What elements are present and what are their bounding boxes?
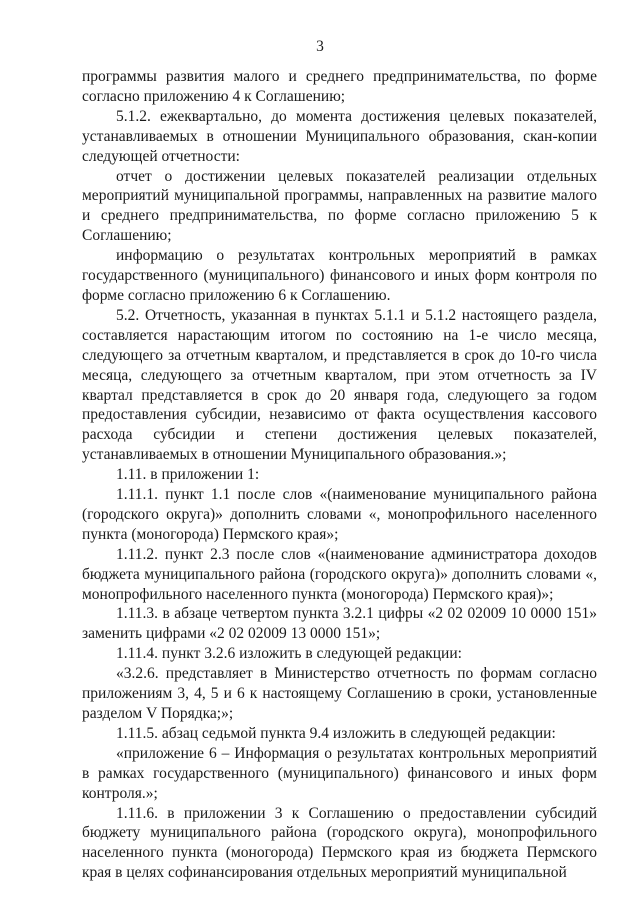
paragraph-1-11-1: 1.11.1. пункт 1.1 после слов «(наименование муниципального района (городского округа)» дополнить словами «, монопрофильного населенного пункта (моногорода) Пермского края»; — [82, 486, 597, 543]
paragraph-1-11: 1.11. в приложении 1: — [116, 466, 260, 484]
paragraph-3-2-6: «3.2.6. представляет в Министерство отчетность по формам согласно приложениям 3, 4, 5 и 6 к настоящему Соглашению в сроки, установленные разделом V Порядка;»; — [82, 665, 597, 722]
paragraph-appendix-6: «приложение 6 – Информация о результатах контрольных мероприятий в рамках государственного (муниципального) финансового и иных форм контроля.»; — [82, 744, 597, 802]
paragraph-continuation: программы развития малого и среднего предпринимательства, по форме согласно приложению 4 к Соглашению; — [82, 68, 597, 105]
paragraph-1-11-4: 1.11.4. пункт 3.2.6 изложить в следующей редакции: — [116, 645, 462, 663]
paragraph-1-11-2: 1.11.2. пункт 2.3 после слов «(наименование администратора доходов бюджета муниципального района (городского округа)» дополнить словами «, монопрофильного населенного пункта (моногорода) Пермского края)»; — [82, 545, 597, 603]
paragraph-control-info: информацию о результатах контрольных мероприятий в рамках государственного (муниципального) финансового и иных форм контроля по форме согласно приложению 6 к Соглашению. — [82, 247, 597, 304]
paragraph-1-11-6: 1.11.6. в приложении 3 к Соглашению о предоставлении субсидий бюджету муниципального района (городского округа), монопрофильного населенного пункта (моногорода) Пермского края из бюджета Пермского края в целях софинансирования отдельных мероприятий муниципальной — [82, 804, 597, 882]
paragraph-report-targets: отчет о достижении целевых показателей реализации отдельных мероприятий муниципальной программы, направленных на развитие малого и среднего предпринимательства, по форме согласно приложению 5 к Соглашению; — [82, 167, 597, 245]
paragraph-1-11-5: 1.11.5. абзац седьмой пункта 9.4 изложить в следующей редакции: — [116, 724, 556, 742]
paragraph-1-11-3: 1.11.3. в абзаце четвертом пункта 3.2.1 цифры «2 02 02009 10 0000 151» заменить цифрами «2 02 02009 13 0000 151»; — [82, 605, 597, 643]
paragraph-5-2: 5.2. Отчетность, указанная в пунктах 5.1.1 и 5.1.2 настоящего раздела, составляется нарастающим итогом по состоянию на 1-е число месяца, следующего за отчетным кварталом, и представляется в срок до 10-го числа месяца, следующего за отчетным кварталом, при этом отчетность за IV квартал представляется в срок до 20 января года, следующего за годом предоставления субсидии, независимо от факта осуществления кассового расхода субсидии и степени достижения целевых показателей, устанавливаемых в отношении Муниципального образования.»; — [82, 306, 597, 464]
paragraph-5-1-2: 5.1.2. ежеквартально, до момента достижения целевых показателей, устанавливаемых в отношении Муниципального образования, скан-копии следующей отчетности: — [82, 107, 597, 165]
page-number: 3 — [316, 38, 324, 55]
document-body — [82, 67, 597, 883]
